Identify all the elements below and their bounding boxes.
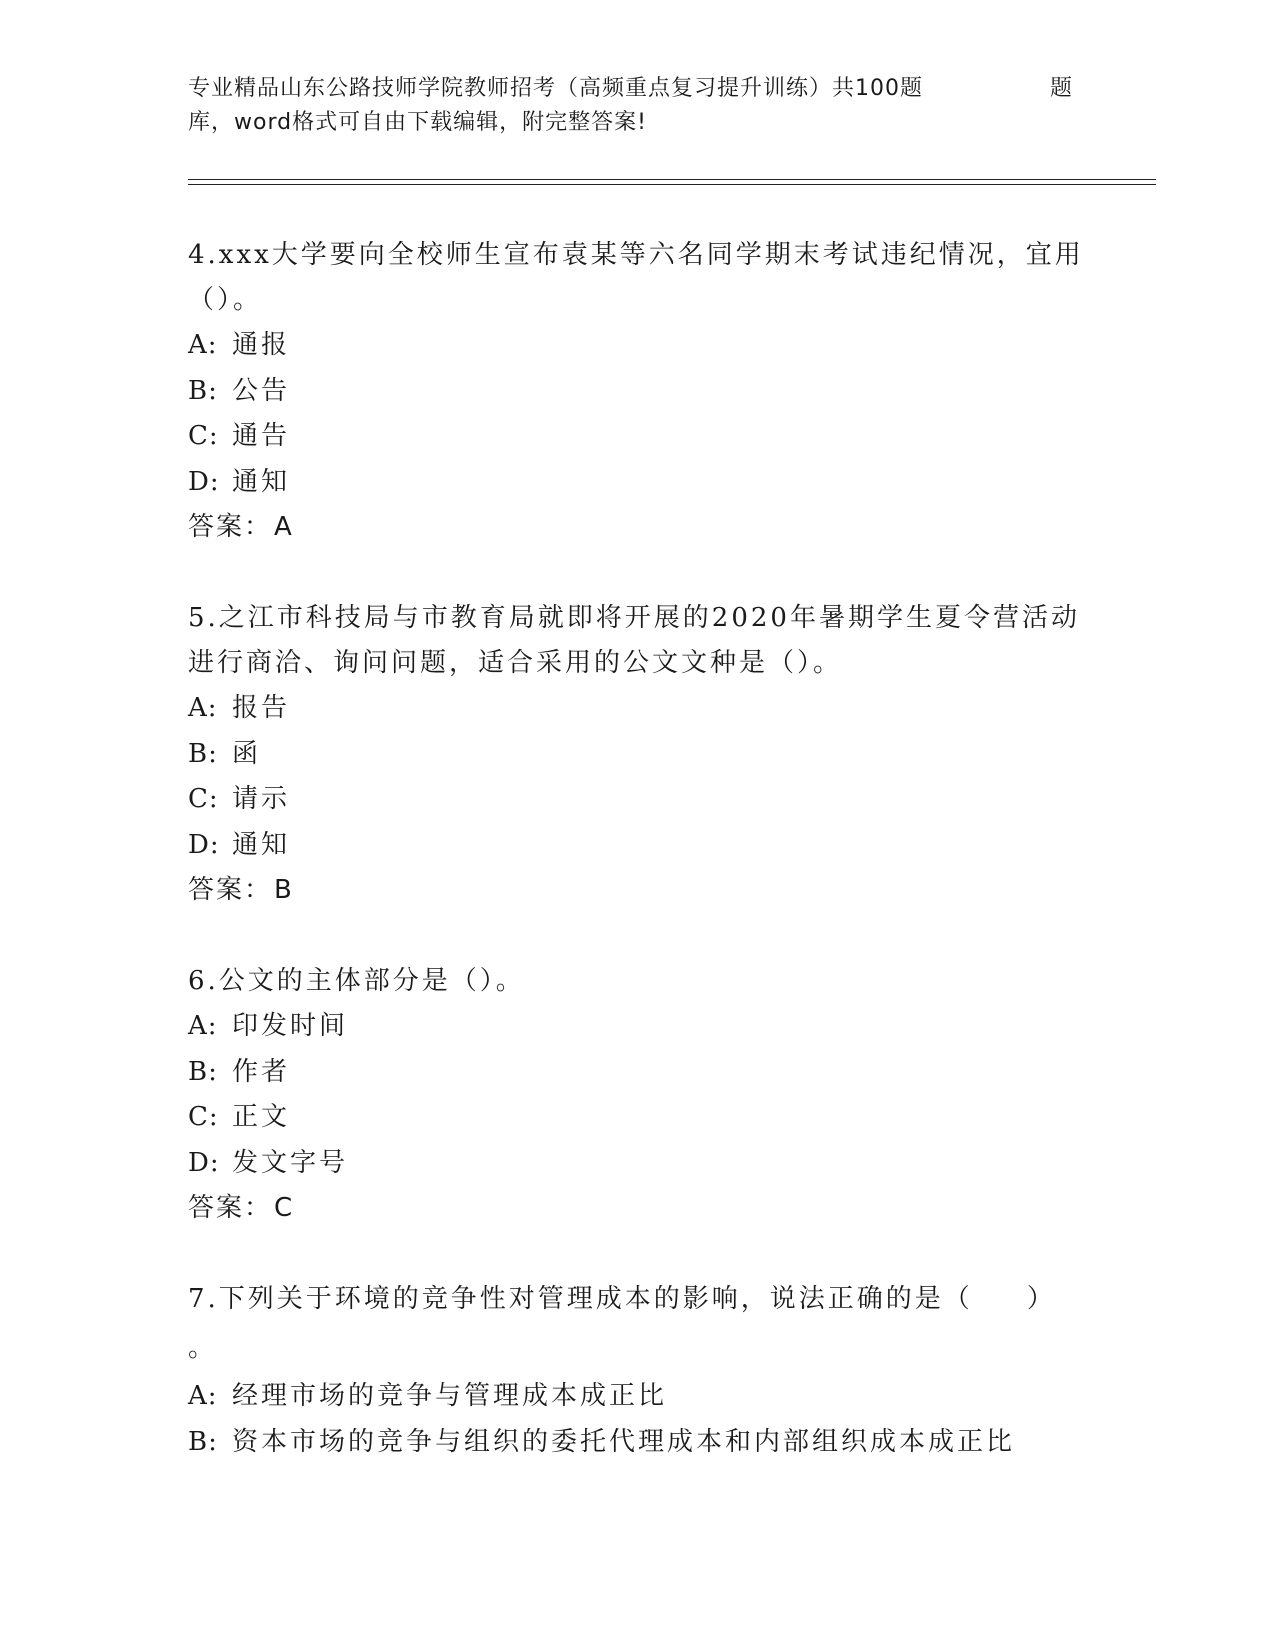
option-key: B:	[188, 1056, 218, 1087]
option-d	[188, 1141, 1088, 1187]
option-c	[188, 1095, 1088, 1141]
question-stem-line: 6.公文的主体部分是（）。	[188, 966, 525, 996]
answer-value: C	[274, 1193, 295, 1223]
option-a	[188, 323, 1088, 369]
option-key: C:	[188, 421, 219, 451]
option-text: 发文字号	[232, 1147, 349, 1178]
option-key: D:	[188, 829, 220, 860]
answer-line	[188, 1186, 1088, 1231]
option-c	[188, 777, 1088, 823]
answer-value: B	[274, 875, 294, 905]
answer-label: 答案：	[188, 875, 273, 905]
question-stem-line: 4.xxx大学要向全校师生宣布袁某等六名同学期末考试违纪情况，宜用	[188, 240, 1084, 270]
question-stem	[188, 1277, 1088, 1374]
option-a	[188, 1374, 1088, 1420]
option-key: A:	[188, 693, 218, 723]
question-4	[188, 233, 1088, 550]
option-c	[188, 414, 1088, 460]
question-stem-line: （）。	[188, 285, 263, 315]
question-5	[188, 596, 1088, 913]
document-header	[188, 72, 1088, 140]
question-stem	[188, 233, 1088, 323]
option-text: 请示	[232, 784, 291, 814]
option-text: 公告	[232, 375, 291, 406]
answer-value: A	[274, 512, 294, 542]
option-key: A:	[188, 330, 218, 360]
option-key: D:	[188, 466, 220, 497]
option-text: 通知	[232, 466, 291, 497]
question-stem-close-paren: ）	[1026, 1284, 1056, 1314]
option-text: 正文	[232, 1102, 291, 1132]
option-text: 通告	[232, 421, 291, 451]
option-d	[188, 823, 1088, 869]
question-stem-text: 7.下列关于环境的竞争性对管理成本的影响，说法正确的是（	[188, 1284, 973, 1314]
question-stem-line: 。	[188, 1333, 218, 1363]
question-7	[188, 1277, 1088, 1465]
option-key: C:	[188, 1102, 219, 1132]
option-a	[188, 1004, 1088, 1050]
option-text: 通知	[232, 829, 291, 860]
answer-line	[188, 505, 1088, 550]
header-divider-top	[188, 179, 1156, 180]
option-key: A:	[188, 1011, 218, 1041]
question-stem-line	[188, 1277, 1088, 1322]
question-stem	[188, 959, 1088, 1004]
option-text: 作者	[232, 1056, 291, 1087]
question-stem	[188, 596, 1088, 686]
header-line-1	[188, 72, 1088, 106]
option-b	[188, 1050, 1088, 1096]
option-text: 印发时间	[232, 1011, 349, 1041]
answer-label: 答案：	[188, 1193, 273, 1223]
question-stem-line: 进行商洽、询问问题，适合采用的公文文种是（）。	[188, 648, 843, 678]
header-divider-bottom	[188, 184, 1156, 185]
option-text: 函	[232, 738, 262, 769]
option-b	[188, 732, 1088, 778]
option-text: 报告	[232, 693, 291, 723]
header-title-text: 专业精品山东公路技师学院教师招考（高频重点复习提升训练）共100题	[188, 76, 923, 101]
option-b	[188, 369, 1088, 415]
option-d	[188, 460, 1088, 506]
option-text: 资本市场的竞争与组织的委托代理成本和内部组织成本成正比	[232, 1426, 1016, 1457]
question-stem-line: 5.之江市科技局与市教育局就即将开展的2020年暑期学生夏令营活动	[188, 603, 1080, 633]
option-key: C:	[188, 784, 219, 814]
answer-label: 答案：	[188, 512, 273, 542]
option-key: B:	[188, 1426, 218, 1457]
option-key: B:	[188, 375, 218, 406]
header-title-tail: 题	[1050, 76, 1074, 101]
option-key: A:	[188, 1381, 218, 1411]
option-a	[188, 686, 1088, 732]
header-line-2: 库，word格式可自由下载编辑，附完整答案!	[188, 110, 647, 135]
option-text: 经理市场的竞争与管理成本成正比	[232, 1381, 668, 1411]
answer-line	[188, 868, 1088, 913]
option-key: B:	[188, 738, 218, 769]
option-b	[188, 1420, 1088, 1466]
option-text: 通报	[232, 330, 291, 360]
option-key: D:	[188, 1147, 220, 1178]
question-6	[188, 959, 1088, 1231]
